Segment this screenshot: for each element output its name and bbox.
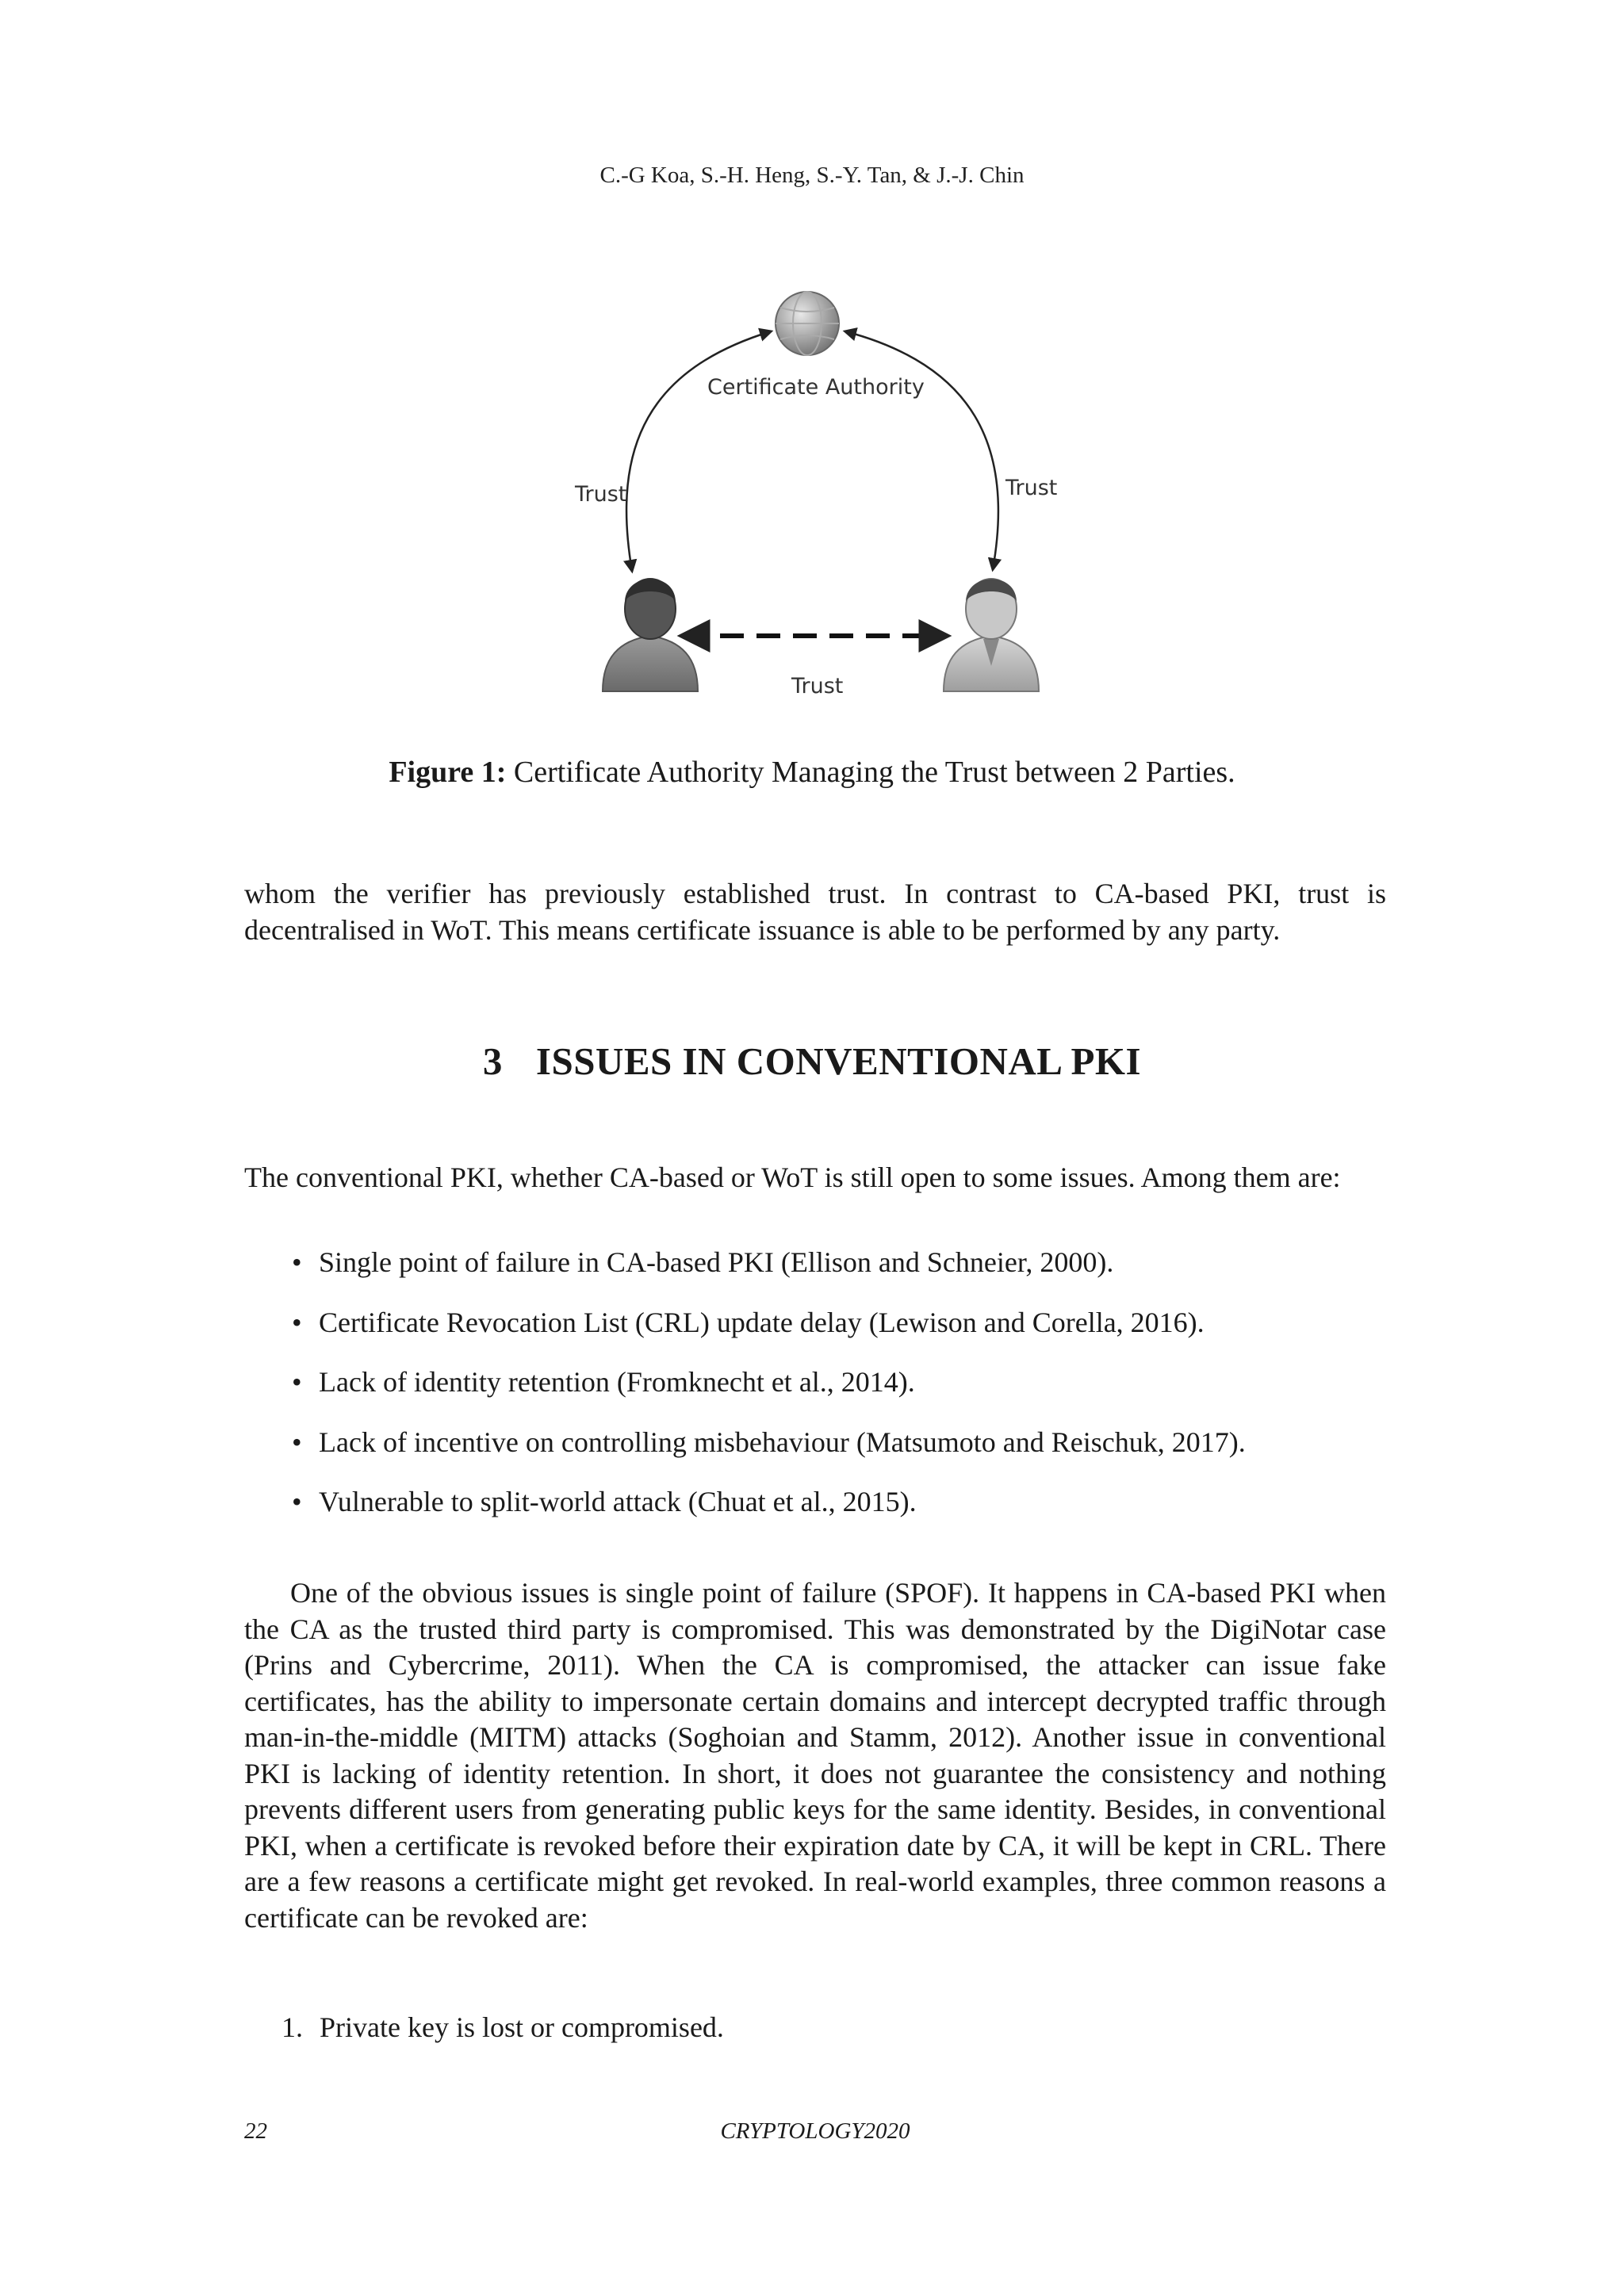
bullet-icon: •	[292, 1366, 302, 1398]
list-item	[282, 2010, 1376, 2045]
bullet-icon: •	[292, 1486, 302, 1517]
bullet-icon: •	[292, 1306, 302, 1338]
figure-caption	[0, 755, 1624, 790]
user-right-icon	[944, 579, 1039, 691]
list-item	[287, 1364, 1381, 1400]
figure-caption-text: Certificate Authority Managing the Trust between 2 Parties.	[513, 756, 1235, 789]
label-trust-right: Trust	[1005, 476, 1058, 500]
bullet-icon: •	[292, 1425, 302, 1458]
list-item	[287, 1245, 1381, 1280]
globe-icon	[776, 292, 839, 355]
figure-caption-label: Figure 1:	[389, 756, 507, 789]
venue-name: CRYPTOLOGY2020	[720, 2118, 910, 2144]
label-trust-left: Trust	[575, 482, 627, 507]
main-paragraph: One of the obvious issues is single point of failure (SPOF). It happens in CA-based PKI when the CA as the trusted third party is compromised. This was demonstrated by the DigiNotar case (Prins and Cybercrime, 2011). When the CA is compromised, the attacker can issue fake certificates, has the ability to impersonate certain domains and intercept decrypted traffic through man-in-the-middle (MITM) attacks (Soghoian and Stamm, 2012). Another issue in conventional PKI is lacking of identity retention. In short, it does not guarantee the consistency and nothing prevents different users from generating public keys for the same identity. Besides, in conventional PKI, when a certificate is revoked before their expiration date by CA, it will be kept in CRL. There are a few reasons a certificate might get revoked. In real-world examples, three common reasons a certificate can be revoked are:	[244, 1577, 1386, 1934]
list-item-text: Lack of identity retention (Fromknecht et al., 2014).	[319, 1366, 915, 1398]
list-item-text: Lack of incentive on controlling misbehaviour (Matsumoto and Reischuk, 2017).	[319, 1425, 1246, 1458]
list-item	[287, 1484, 1381, 1520]
list-item	[287, 1305, 1381, 1341]
section-title: ISSUES IN CONVENTIONAL PKI	[535, 1039, 1142, 1083]
lead-paragraph: The conventional PKI, whether CA-based or WoT is still open to some issues. Among them are:	[244, 1161, 1341, 1193]
figure-ca-trust-diagram	[555, 285, 1094, 706]
label-trust-bottom: Trust	[791, 674, 844, 698]
list-item-text: Single point of failure in CA-based PKI (Ellison and Schneier, 2000).	[319, 1246, 1114, 1278]
list-item-number: 1.	[282, 2011, 303, 2043]
trust-arrow-left	[626, 331, 771, 571]
running-head-authors: C.-G Koa, S.-H. Heng, S.-Y. Tan, & J.-J. Chin	[599, 163, 1025, 188]
intro-paragraph: whom the verifier has previously established trust. In contrast to CA-based PKI, trust is decentralised in WoT. This means certificate issuance is able to be performed by any party.	[244, 878, 1386, 946]
label-certificate-authority: Certificate Authority	[707, 375, 925, 400]
trust-diagram-svg	[555, 285, 1094, 706]
page-footer	[244, 2118, 1386, 2150]
section-heading	[0, 1039, 1624, 1084]
list-item-text: Private key is lost or compromised.	[320, 2011, 724, 2043]
list-item-text: Vulnerable to split-world attack (Chuat et al., 2015).	[319, 1486, 917, 1517]
list-item	[287, 1425, 1381, 1460]
bullet-icon: •	[292, 1246, 302, 1278]
section-number: 3	[482, 1039, 503, 1083]
list-item-text: Certificate Revocation List (CRL) update delay (Lewison and Corella, 2016).	[319, 1306, 1205, 1338]
issues-bullet-list	[287, 1245, 1381, 1544]
page-number: 22	[244, 2118, 267, 2144]
trust-arrow-right	[845, 331, 998, 569]
revocation-reasons-list	[282, 2010, 1376, 2045]
